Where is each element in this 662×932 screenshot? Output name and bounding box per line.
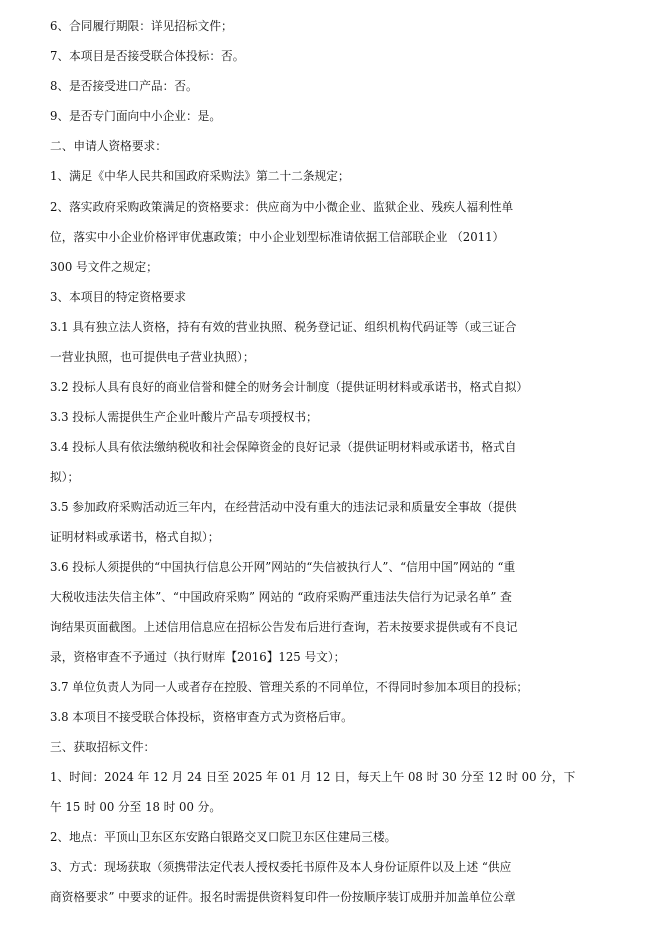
text-line: 7、本项目是否接受联合体投标：否。 bbox=[50, 49, 245, 63]
text-line: 3、本项目的特定资格要求 bbox=[50, 290, 186, 304]
text-line: 3.5 参加政府采购活动近三年内，在经营活动中没有重大的违法记录和质量安全事故（提供 bbox=[50, 500, 517, 514]
text-line: 6、合同履行期限：详见招标文件； bbox=[50, 19, 233, 33]
section-heading: 三、获取招标文件： bbox=[50, 740, 156, 754]
section-heading: 二、申请人资格要求： bbox=[50, 139, 167, 153]
text-line: 3.4 投标人具有依法缴纳税收和社会保障资金的良好记录（提供证明材料或承诺书，格式自 bbox=[50, 440, 517, 454]
text-line: 录，资格审查不予通过（执行财库【2016】125 号文）； bbox=[50, 650, 346, 664]
text-line: 1、时间：2024 年 12 月 24 日至 2025 年 01 月 12 日，每天上午 08 时 30 分至 12 时 00 分，下 bbox=[50, 770, 576, 784]
text-line: 3.1 具有独立法人资格，持有有效的营业执照、税务登记证、组织机构代码证等（或三证合 bbox=[50, 320, 517, 334]
text-line: 2、落实政府采购政策满足的资格要求：供应商为中小微企业、监狱企业、残疾人福利性单 bbox=[50, 200, 514, 214]
text-line: 位，落实中小企业价格评审优惠政策；中小企业划型标准请依据工信部联企业 （2011） bbox=[50, 230, 505, 244]
text-line: 300 号文件之规定； bbox=[50, 260, 158, 274]
text-line: 询结果页面截图。上述信用信息应在招标公告发布后进行查询，若未按要求提供或有不良记 bbox=[50, 620, 518, 634]
text-line: 拟）； bbox=[50, 470, 80, 484]
text-line: 证明材料或承诺书，格式自拟）； bbox=[50, 530, 220, 544]
text-line: 3.2 投标人具有良好的商业信誉和健全的财务会计制度（提供证明材料或承诺书，格式自拟） bbox=[50, 380, 529, 394]
text-line: 3.6 投标人须提供的“中国执行信息公开网”网站的“失信被执行人”、“信用中国”网站的 “重 bbox=[50, 560, 516, 574]
text-line: 3、方式：现场获取（须携带法定代表人授权委托书原件及本人身份证原件以及上述 “供应 bbox=[50, 860, 512, 874]
text-line: 3.8 本项目不接受联合体投标，资格审查方式为资格后审。 bbox=[50, 710, 353, 724]
text-line: 1、满足《中华人民共和国政府采购法》第二十二条规定； bbox=[50, 169, 350, 183]
text-line: 商资格要求” 中要求的证件。报名时需提供资料复印件一份按顺序装订成册并加盖单位公章 bbox=[50, 890, 516, 904]
text-line: 大税收违法失信主体”、“中国政府采购” 网站的 “政府采购严重违法失信行为记录名单” 查 bbox=[50, 590, 512, 604]
text-line: 9、是否专门面向中小企业：是。 bbox=[50, 109, 222, 123]
text-line: 午 15 时 00 分至 18 时 00 分。 bbox=[50, 800, 222, 814]
text-line: 8、是否接受进口产品：否。 bbox=[50, 79, 198, 93]
text-line: 3.3 投标人需提供生产企业叶酸片产品专项授权书； bbox=[50, 410, 318, 424]
text-line: 一营业执照，也可提供电子营业执照）； bbox=[50, 350, 255, 364]
text-line: 2、地点：平顶山卫东区东安路白银路交叉口院卫东区住建局三楼。 bbox=[50, 830, 397, 844]
text-line: 3.7 单位负责人为同一人或者存在控股、管理关系的不同单位，不得同时参加本项目的投标； bbox=[50, 680, 529, 694]
